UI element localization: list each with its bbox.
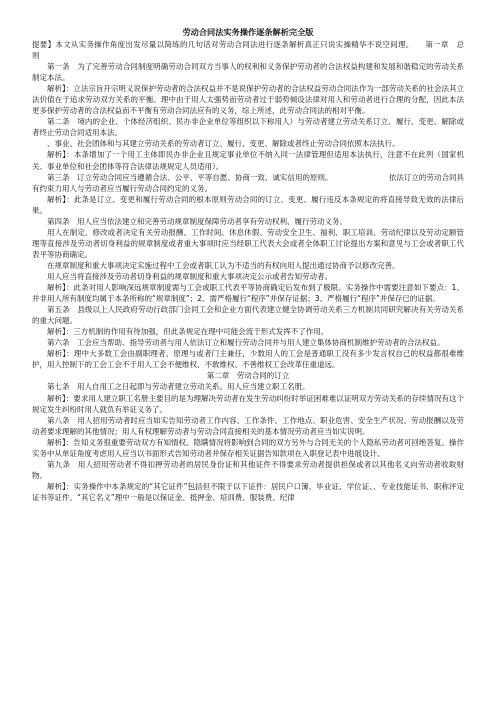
document-body (32, 39, 479, 503)
paragraph: 解析】：告知义务很重要劳动双方有知情权。隐瞒情况将影响到合同的双方另外与合同无关的个人隐私劳动者可回绝答复。操作实务中从单证角度考虑用人应当以书面形式告知劳动者并保存相关证据告知款项在入职登记表中进展设计。 (32, 437, 464, 458)
paragraph: 解析】：此条是订立、变更和履行劳动合同的根本原则劳动合同的订立、变更、履行违反本条规定的将直接导致无效的法律后果。 (32, 194, 464, 215)
paragraph: 第二条 境内的企业、个体经济组织、民办非企业单位等组织以下称用人）与劳动者建立劳动关系订立、履行、变更、解除或者终止劳动合同适用本法。 (32, 117, 464, 138)
paragraph: 第八条 用人招用劳动者时应当如实告知劳动者工作内容、工作条件、工作地点、职业危害、安全生产状况、劳动报酬以及劳动者要求理解的其他情况；用人有权理解劳动者与劳动合同直接相关的基本情况劳动者应当如实说明。 (32, 415, 464, 436)
paragraph: 第四条 用人应当依法建立和完善劳动规章制度保障劳动者享有劳动权利、履行劳动义务。 (47, 216, 347, 226)
paragraph: 第六条 工会应当帮助、指导劳动者与用人依法订立和履行劳动合同并与用人建立集体协商机制维护劳动者的合法权益。 (47, 338, 445, 348)
document-title: 劳动合同法实务操作逐条解析完全版 (182, 27, 314, 37)
paragraph: 解析】：三方机制的作用有待加强，但此条规定在理中可能会流于形式发挥不了作用。 (47, 327, 329, 337)
paragraph: 第五条 县级以上人民政府劳动行政部门会同工会和企业方面代表建立健全协调劳动关系三方机制共同研究解决有关劳动关系的重大问题。 (32, 305, 464, 326)
paragraph: 用人应当将直接涉及劳动者切身利益的规章制度和重大事项决定公示或者告知劳动者。 (47, 271, 332, 281)
paragraph: 解析】：实务操作中本条规定的“其它证件”包括但不限于以下证件：居民户口簿、毕业证、学位证、、专业技能证书、职称评定证书等证件。“其它名义”理中一般是以保证金、抵押金、培训费、服装费、纪律 (32, 481, 464, 502)
paragraph: 解析】：理中大多数工会由副职理者、原理与或者门主兼任，少数用人的工会是普通职工没有多少发言权自己的权益都很难维护，用人控制下的工会工会不于用人工会不便维权、不敢维权、不善维权工会改革任重道远。 (32, 349, 464, 370)
paragraph: 在规章制度和重大事项决定实施过程中工会或者职工认为不适当的有权向用人提出通过协商予以修改完善。 (47, 260, 400, 270)
paragraph: 第三条 订立劳动合同应当遵循合法、公平、平等自愿、协商一致、诚实信用的原则。 依法订立的劳动合同具有约束力用人与劳动者应当履行劳动合同约定的义务。 (32, 172, 464, 193)
paragraph: 第七条 用人自用工之日起即与劳动者建立劳动关系。用人应当建立职工名册。 (47, 382, 310, 392)
paragraph: 、事业、社会团体和与其建立劳动关系的劳动者订立、履行、变更、解除或者终止劳动合同依照本法执行。 (47, 139, 400, 149)
paragraph: 用人在制定、修改或者决定有关劳动报酬、工作时间、休息休假、劳动安全卫生、福利、职工培训、劳动纪律以及劳动定额管理等直接涉及劳动者切身利益的规章制度或者重大事项时应当经职工代表大会或者全体职工讨论提出方案和意见与工会或者职工代表平等协商确定。 (32, 227, 464, 259)
paragraph: 提要】本文从实务操作角度出发尽量以简练的几句话对劳动合同法进行逐条解析真正只说实操精华不说空间理。 第一章 总 则 (32, 40, 479, 61)
paragraph: 解析】：此条对用人影响深远规章制度需与工会或职工代表平等协商确定后发布到了极限。实务操作中需要注意如下要点：1、并非用人所有制度均属于本条所称的“规章制度”；2、需严格履行“程序”并保存证据；3、严格履行“程序”并保存已的证据。 (32, 283, 464, 304)
paragraph: 解析】：本条增加了一个用工主体即民办非企业且规定事业单位不纳入同一法律管理但适用本法执行，注意不在此列（国家机关、事业单位和社会团体等符合法律法规规定人员适用）。 (32, 150, 464, 171)
paragraph: 第九条 用人招用劳动者不得扣押劳动者的居民身份证和其他证件不得要求劳动者提供担保或者以其他名义向劳动者收取财物。 (32, 459, 464, 480)
paragraph: 解析】：立法宗旨开宗明义说保护劳动者的合法权益并不是说保护劳动者的合法权益劳动合同法作为一部劳动关系的社会法其立法价值在于追求劳动双方关系的平衡。理中由于用人太强势而劳动者过于弱势倾设法律对用人和劳动者进行合理的分配，因此本法更多保护劳动者的合法权益而不平衡有劳动合同法应有的义务，综上所述，此劳动合同法的相对平衡。 (32, 84, 464, 116)
paragraph: 解析】：要求用人建立职工名册主要目的是为理解决劳动者在发生劳动纠纷时举证困难难以证明双方劳动关系的存续情况有这个规定发生纠纷时用人就负有举证义务了。 (32, 393, 464, 414)
chapter-heading: 第二章 劳动合同的订立 (206, 371, 290, 381)
paragraph: 第一条 为了完善劳动合同制度明确劳动合同双方当事人的权利和义务保护劳动者的合法权益构建和发展和谐稳定的劳动关系制定本法。 (32, 62, 464, 83)
